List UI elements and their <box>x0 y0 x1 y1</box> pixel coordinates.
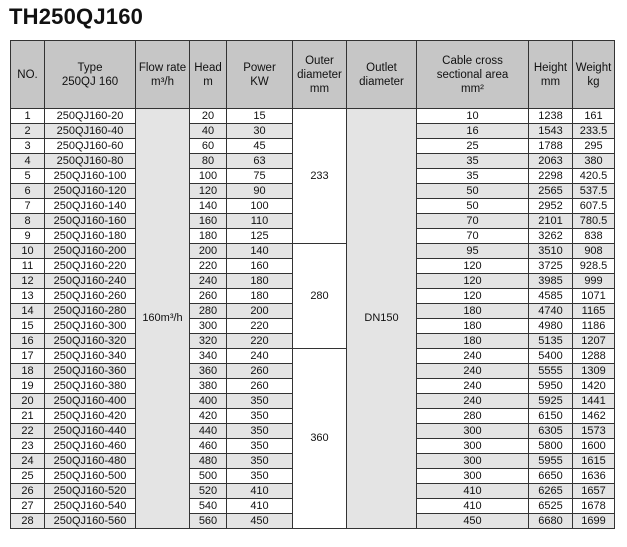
cell-height: 6265 <box>529 484 573 499</box>
cell-power: 350 <box>227 409 293 424</box>
cell-head: 340 <box>190 349 227 364</box>
cell-power: 260 <box>227 379 293 394</box>
cell-power: 140 <box>227 244 293 259</box>
cell-cable-area: 50 <box>417 199 529 214</box>
cell-weight: 1615 <box>573 454 615 469</box>
row-number: 10 <box>11 244 45 259</box>
cell-cable-area: 10 <box>417 109 529 124</box>
cell-height: 6525 <box>529 499 573 514</box>
row-number: 22 <box>11 424 45 439</box>
cell-head: 140 <box>190 199 227 214</box>
row-number: 1 <box>11 109 45 124</box>
cell-cable-area: 240 <box>417 364 529 379</box>
cell-head: 380 <box>190 379 227 394</box>
cell-weight: 420.5 <box>573 169 615 184</box>
cell-type: 250QJ160-460 <box>45 439 136 454</box>
cell-head: 20 <box>190 109 227 124</box>
cell-cable-area: 280 <box>417 409 529 424</box>
cell-weight: 908 <box>573 244 615 259</box>
cell-weight: 838 <box>573 229 615 244</box>
cell-type: 250QJ160-200 <box>45 244 136 259</box>
cell-power: 410 <box>227 499 293 514</box>
cell-weight: 1462 <box>573 409 615 424</box>
header-no: NO. <box>11 41 45 109</box>
header-type: Type 250QJ 160 <box>45 41 136 109</box>
table-body <box>11 109 615 529</box>
row-number: 17 <box>11 349 45 364</box>
cell-cable-area: 300 <box>417 469 529 484</box>
cell-head: 420 <box>190 409 227 424</box>
cell-type: 250QJ160-540 <box>45 499 136 514</box>
cell-weight: 607.5 <box>573 199 615 214</box>
row-number: 26 <box>11 484 45 499</box>
cell-head: 180 <box>190 229 227 244</box>
cell-height: 6650 <box>529 469 573 484</box>
row-number: 20 <box>11 394 45 409</box>
cell-weight: 1657 <box>573 484 615 499</box>
cell-type: 250QJ160-40 <box>45 124 136 139</box>
header-power: Power KW <box>227 41 293 109</box>
cell-weight: 928.5 <box>573 259 615 274</box>
cell-height: 2063 <box>529 154 573 169</box>
cell-weight: 380 <box>573 154 615 169</box>
cell-cable-area: 70 <box>417 229 529 244</box>
cell-weight: 1165 <box>573 304 615 319</box>
cell-height: 5400 <box>529 349 573 364</box>
cell-head: 220 <box>190 259 227 274</box>
cell-type: 250QJ160-340 <box>45 349 136 364</box>
cell-weight: 233.5 <box>573 124 615 139</box>
row-number: 15 <box>11 319 45 334</box>
cell-power: 350 <box>227 424 293 439</box>
cell-power: 350 <box>227 469 293 484</box>
cell-cable-area: 16 <box>417 124 529 139</box>
table-row <box>11 244 615 259</box>
cell-weight: 1678 <box>573 499 615 514</box>
cell-height: 3510 <box>529 244 573 259</box>
cell-cable-area: 120 <box>417 274 529 289</box>
row-number: 23 <box>11 439 45 454</box>
cell-type: 250QJ160-60 <box>45 139 136 154</box>
row-number: 7 <box>11 199 45 214</box>
cell-power: 75 <box>227 169 293 184</box>
spec-table <box>10 40 615 529</box>
cell-power: 240 <box>227 349 293 364</box>
cell-head: 60 <box>190 139 227 154</box>
cell-type: 250QJ160-180 <box>45 229 136 244</box>
cell-height: 5800 <box>529 439 573 454</box>
cell-head: 40 <box>190 124 227 139</box>
cell-head: 120 <box>190 184 227 199</box>
cell-head: 200 <box>190 244 227 259</box>
cell-outer-diameter: 233 <box>293 109 347 244</box>
row-number: 3 <box>11 139 45 154</box>
row-number: 5 <box>11 169 45 184</box>
cell-height: 2952 <box>529 199 573 214</box>
cell-type: 250QJ160-400 <box>45 394 136 409</box>
cell-cable-area: 25 <box>417 139 529 154</box>
row-number: 19 <box>11 379 45 394</box>
cell-weight: 537.5 <box>573 184 615 199</box>
row-number: 6 <box>11 184 45 199</box>
table-row <box>11 109 615 124</box>
cell-head: 540 <box>190 499 227 514</box>
cell-type: 250QJ160-280 <box>45 304 136 319</box>
cell-height: 5955 <box>529 454 573 469</box>
cell-type: 250QJ160-440 <box>45 424 136 439</box>
cell-cable-area: 180 <box>417 319 529 334</box>
cell-weight: 161 <box>573 109 615 124</box>
row-number: 16 <box>11 334 45 349</box>
cell-head: 400 <box>190 394 227 409</box>
cell-head: 560 <box>190 514 227 529</box>
cell-power: 100 <box>227 199 293 214</box>
cell-cable-area: 240 <box>417 349 529 364</box>
header-head: Head m <box>190 41 227 109</box>
cell-cable-area: 450 <box>417 514 529 529</box>
cell-power: 63 <box>227 154 293 169</box>
cell-weight: 1309 <box>573 364 615 379</box>
cell-height: 6150 <box>529 409 573 424</box>
cell-head: 80 <box>190 154 227 169</box>
cell-weight: 1600 <box>573 439 615 454</box>
cell-type: 250QJ160-480 <box>45 454 136 469</box>
cell-cable-area: 410 <box>417 484 529 499</box>
cell-cable-area: 70 <box>417 214 529 229</box>
cell-weight: 999 <box>573 274 615 289</box>
cell-cable-area: 240 <box>417 394 529 409</box>
cell-head: 320 <box>190 334 227 349</box>
cell-power: 30 <box>227 124 293 139</box>
header-outlet-diameter: Outlet diameter <box>347 41 417 109</box>
cell-height: 3985 <box>529 274 573 289</box>
cell-power: 180 <box>227 274 293 289</box>
cell-height: 5555 <box>529 364 573 379</box>
cell-power: 450 <box>227 514 293 529</box>
cell-power: 160 <box>227 259 293 274</box>
cell-power: 15 <box>227 109 293 124</box>
cell-cable-area: 240 <box>417 379 529 394</box>
row-number: 13 <box>11 289 45 304</box>
cell-type: 250QJ160-100 <box>45 169 136 184</box>
cell-head: 520 <box>190 484 227 499</box>
cell-head: 500 <box>190 469 227 484</box>
cell-power: 260 <box>227 364 293 379</box>
cell-type: 250QJ160-380 <box>45 379 136 394</box>
cell-type: 250QJ160-420 <box>45 409 136 424</box>
cell-power: 350 <box>227 454 293 469</box>
header-flow-rate: Flow rate m³/h <box>136 41 190 109</box>
cell-height: 5950 <box>529 379 573 394</box>
cell-type: 250QJ160-320 <box>45 334 136 349</box>
cell-head: 360 <box>190 364 227 379</box>
cell-height: 3725 <box>529 259 573 274</box>
cell-cable-area: 35 <box>417 154 529 169</box>
cell-type: 250QJ160-220 <box>45 259 136 274</box>
cell-head: 240 <box>190 274 227 289</box>
header-height: Height mm <box>529 41 573 109</box>
cell-weight: 1071 <box>573 289 615 304</box>
cell-type: 250QJ160-140 <box>45 199 136 214</box>
cell-cable-area: 120 <box>417 289 529 304</box>
cell-power: 220 <box>227 319 293 334</box>
row-number: 2 <box>11 124 45 139</box>
cell-type: 250QJ160-560 <box>45 514 136 529</box>
cell-height: 5925 <box>529 394 573 409</box>
cell-cable-area: 410 <box>417 499 529 514</box>
cell-weight: 1207 <box>573 334 615 349</box>
cell-cable-area: 35 <box>417 169 529 184</box>
row-number: 25 <box>11 469 45 484</box>
cell-power: 45 <box>227 139 293 154</box>
cell-type: 250QJ160-20 <box>45 109 136 124</box>
cell-type: 250QJ160-160 <box>45 214 136 229</box>
cell-weight: 1288 <box>573 349 615 364</box>
cell-height: 5135 <box>529 334 573 349</box>
header-outer-diameter: Outer diameter mm <box>293 41 347 109</box>
cell-power: 180 <box>227 289 293 304</box>
cell-height: 6305 <box>529 424 573 439</box>
cell-height: 1238 <box>529 109 573 124</box>
cell-head: 480 <box>190 454 227 469</box>
header-weight: Weight kg <box>573 41 615 109</box>
row-number: 24 <box>11 454 45 469</box>
cell-height: 3262 <box>529 229 573 244</box>
table-row <box>11 349 615 364</box>
cell-head: 160 <box>190 214 227 229</box>
cell-outer-diameter: 280 <box>293 244 347 349</box>
cell-outlet-diameter: DN150 <box>347 109 417 529</box>
cell-height: 6680 <box>529 514 573 529</box>
cell-height: 1543 <box>529 124 573 139</box>
cell-height: 1788 <box>529 139 573 154</box>
cell-power: 200 <box>227 304 293 319</box>
row-number: 27 <box>11 499 45 514</box>
cell-weight: 295 <box>573 139 615 154</box>
cell-height: 2298 <box>529 169 573 184</box>
cell-head: 260 <box>190 289 227 304</box>
cell-outer-diameter: 360 <box>293 349 347 529</box>
cell-weight: 1441 <box>573 394 615 409</box>
cell-head: 440 <box>190 424 227 439</box>
cell-cable-area: 120 <box>417 259 529 274</box>
cell-head: 100 <box>190 169 227 184</box>
cell-weight: 1420 <box>573 379 615 394</box>
row-number: 21 <box>11 409 45 424</box>
cell-power: 110 <box>227 214 293 229</box>
cell-power: 220 <box>227 334 293 349</box>
row-number: 9 <box>11 229 45 244</box>
cell-power: 350 <box>227 394 293 409</box>
cell-weight: 780.5 <box>573 214 615 229</box>
cell-height: 4980 <box>529 319 573 334</box>
cell-height: 2565 <box>529 184 573 199</box>
cell-flow-rate: 160m³/h <box>136 109 190 529</box>
cell-head: 280 <box>190 304 227 319</box>
cell-weight: 1573 <box>573 424 615 439</box>
cell-weight: 1186 <box>573 319 615 334</box>
cell-height: 4740 <box>529 304 573 319</box>
cell-cable-area: 50 <box>417 184 529 199</box>
cell-weight: 1636 <box>573 469 615 484</box>
row-number: 8 <box>11 214 45 229</box>
header-row <box>11 41 615 109</box>
cell-cable-area: 300 <box>417 439 529 454</box>
cell-cable-area: 300 <box>417 454 529 469</box>
row-number: 14 <box>11 304 45 319</box>
cell-cable-area: 300 <box>417 424 529 439</box>
cell-power: 410 <box>227 484 293 499</box>
cell-cable-area: 180 <box>417 304 529 319</box>
cell-type: 250QJ160-120 <box>45 184 136 199</box>
row-number: 28 <box>11 514 45 529</box>
cell-height: 2101 <box>529 214 573 229</box>
cell-power: 90 <box>227 184 293 199</box>
row-number: 18 <box>11 364 45 379</box>
header-cable-area: Cable cross sectional area mm² <box>417 41 529 109</box>
row-number: 4 <box>11 154 45 169</box>
cell-type: 250QJ160-80 <box>45 154 136 169</box>
cell-type: 250QJ160-240 <box>45 274 136 289</box>
row-number: 11 <box>11 259 45 274</box>
page-title: TH250QJ160 <box>9 4 144 29</box>
cell-power: 125 <box>227 229 293 244</box>
cell-cable-area: 95 <box>417 244 529 259</box>
cell-head: 300 <box>190 319 227 334</box>
cell-type: 250QJ160-520 <box>45 484 136 499</box>
cell-type: 250QJ160-300 <box>45 319 136 334</box>
cell-weight: 1699 <box>573 514 615 529</box>
cell-cable-area: 180 <box>417 334 529 349</box>
cell-head: 460 <box>190 439 227 454</box>
cell-type: 250QJ160-260 <box>45 289 136 304</box>
cell-type: 250QJ160-500 <box>45 469 136 484</box>
row-number: 12 <box>11 274 45 289</box>
cell-height: 4585 <box>529 289 573 304</box>
cell-type: 250QJ160-360 <box>45 364 136 379</box>
cell-power: 350 <box>227 439 293 454</box>
